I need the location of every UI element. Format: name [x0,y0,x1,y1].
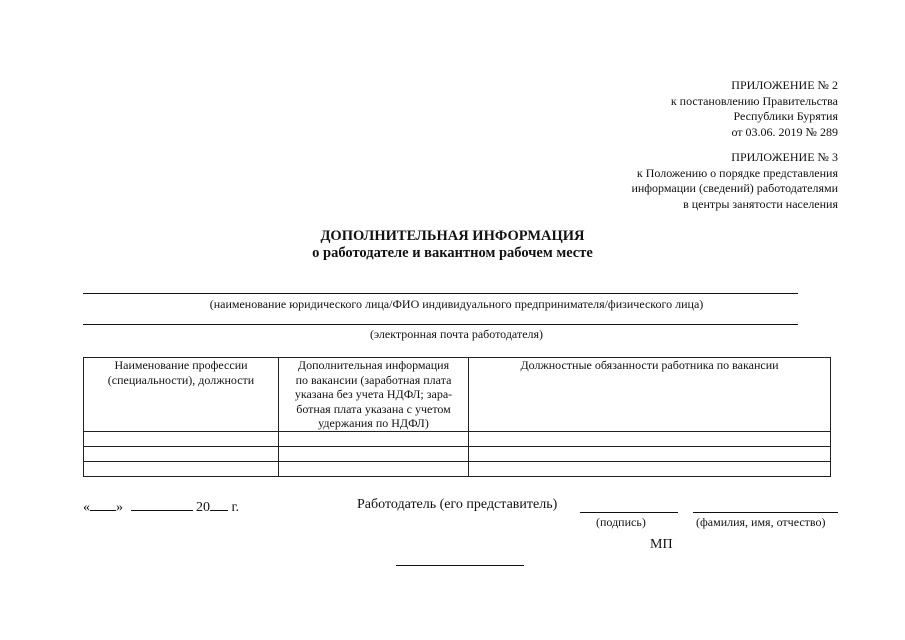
appendix-2-heading: ПРИЛОЖЕНИЕ № 2 [731,78,838,92]
appendix-3-block [631,150,838,212]
table-cell[interactable] [469,431,831,446]
appendix-2-line-2: Республики Бурятия [733,109,838,123]
table-cell[interactable] [469,446,831,461]
appendix-3-line-3: в центры занятости населения [683,196,838,211]
appendix-2-block [671,78,838,140]
table-cell[interactable] [279,446,469,461]
document-title-line-2: о работодателе и вакантном рабочем месте [312,245,593,261]
appendix-2-line-1: к постановлению Правительства [670,93,838,108]
header-profession: Наименование профессии (специальности), должности [84,358,279,432]
employer-signature-label: Работодатель (его представитель) [357,497,558,512]
date-field [83,497,239,516]
month-blank[interactable] [131,497,193,511]
employer-email-line[interactable] [83,324,798,325]
appendix-3-line-2: информации (сведений) работодателями [631,181,838,195]
signature-caption: (подпись) [596,515,646,529]
appendix-2-line-3: от 03.06. 2019 № 289 [731,124,838,139]
employer-email-caption: (электронная почта работодателя) [369,327,544,341]
document-title [0,228,905,262]
table-header-row [84,358,831,432]
table-row [84,461,831,476]
appendix-3-line-1: к Положению о порядке представления [636,165,838,180]
table-cell[interactable] [84,446,279,461]
table-cell[interactable] [279,431,469,446]
signature-line[interactable] [580,512,678,513]
date-open-quote: « [83,500,90,515]
table-cell[interactable] [469,461,831,476]
year-prefix: 20 [196,500,210,515]
header-duties: Должностные обязанности работника по вакансии [469,358,831,432]
header-additional-info: Дополнительная информация по вакансии (заработная плата указана без учета НДФЛ; зара- ботная плата указана с учетом удержания по НДФЛ) [279,358,469,432]
table-cell[interactable] [279,461,469,476]
year-blank[interactable] [210,497,228,511]
table-cell[interactable] [84,431,279,446]
full-name-caption: (фамилия, имя, отчество) [696,515,826,529]
document-title-line-1: ДОПОЛНИТЕЛЬНАЯ ИНФОРМАЦИЯ [320,228,585,244]
stamp-label: МП [650,537,673,552]
stamp-line[interactable] [396,565,524,566]
full-name-line[interactable] [693,512,838,513]
appendix-3-heading: ПРИЛОЖЕНИЕ № 3 [731,150,838,164]
date-close-quote: » [116,500,123,515]
employer-name-line[interactable] [83,293,798,294]
day-blank[interactable] [90,497,116,511]
year-suffix: г. [231,500,240,515]
employer-name-caption: (наименование юридического лица/ФИО индивидуального предпринимателя/физического лица) [209,297,704,311]
table-cell[interactable] [84,461,279,476]
vacancy-table [83,357,831,477]
table-row [84,431,831,446]
table-row [84,446,831,461]
